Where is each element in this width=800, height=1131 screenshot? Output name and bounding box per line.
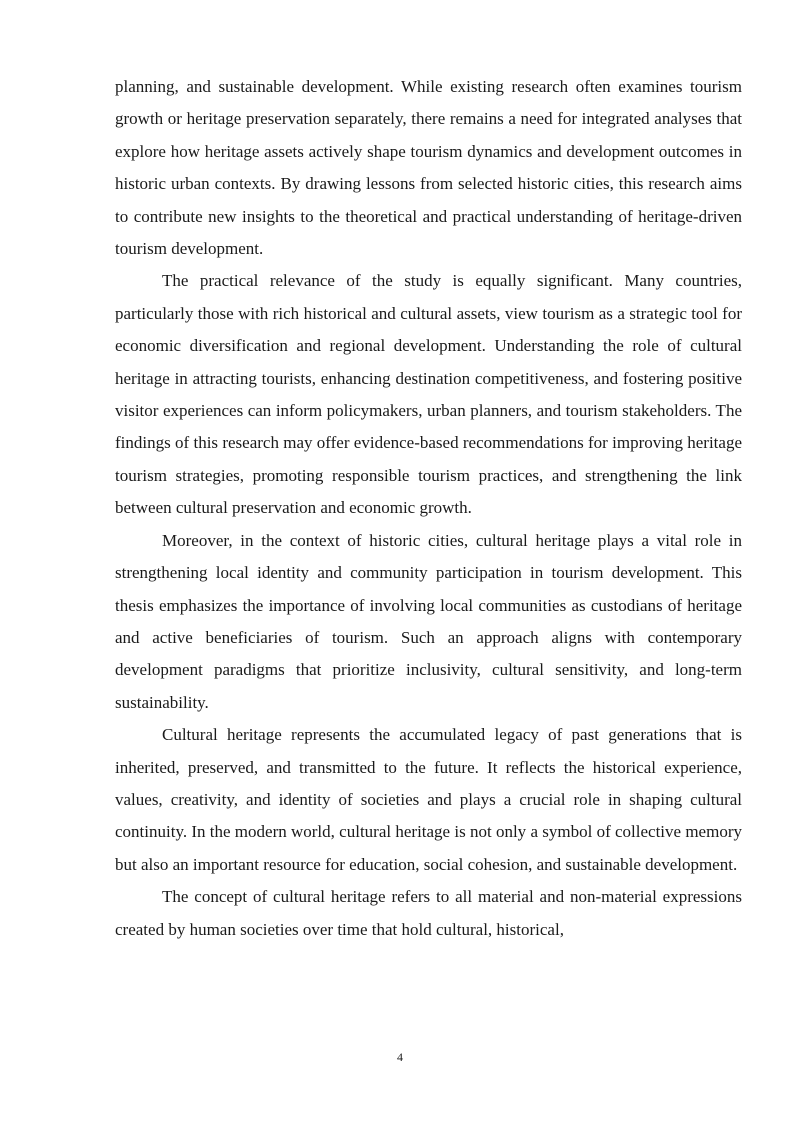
paragraph-practical-relevance: The practical relevance of the study is equally significant. Many countries, particularly those with rich historical and cultural assets, view tourism as a strategic tool for economic diversification and regional development. Understanding the role of cultural heritage in attracting tourists, enhancing destination competitiveness, and fostering positive visitor experiences can inform policymakers, urban planners, and tourism stakeholders. The findings of this research may offer evidence-based recommendations for improving heritage tourism strategies, promoting responsible tourism practices, and strengthening the link between cultural preservation and economic growth. — [115, 271, 742, 518]
paragraph-local-identity: Moreover, in the context of historic cities, cultural heritage plays a vital role in strengthening local identity and community participation in tourism development. This thesis emphasizes the importance of involving local communities as custodians of heritage and active beneficiaries of tourism. Such an approach aligns with contemporary development paradigms that prioritize inclusivity, cultural sensitivity, and long-term sustainability. — [115, 530, 742, 712]
page-number: 4 — [397, 1050, 403, 1064]
paragraph-cultural-heritage-legacy: Cultural heritage represents the accumulated legacy of past generations that is inherited, preserved, and transmitted to the future. It reflects the historical experience, values, creativity, and identity of societies and plays a crucial role in shaping cultural continuity. In the modern world, cultural heritage is not only a symbol of collective memory but also an important resource for education, social cohesion, and sustainable development. — [115, 725, 742, 874]
paragraph-concept-definition: The concept of cultural heritage refers to all material and non-material expressions created by human societies over time that hold cultural, historical, — [115, 887, 742, 939]
body-text — [115, 71, 742, 946]
paragraph-continuation: planning, and sustainable development. While existing research often examines tourism growth or heritage preservation separately, there remains a need for integrated analyses that explore how heritage assets actively shape tourism dynamics and development outcomes in historic urban contexts. By drawing lessons from selected historic cities, this research aims to contribute new insights to the theoretical and practical understanding of heritage-driven tourism development. — [115, 77, 742, 259]
